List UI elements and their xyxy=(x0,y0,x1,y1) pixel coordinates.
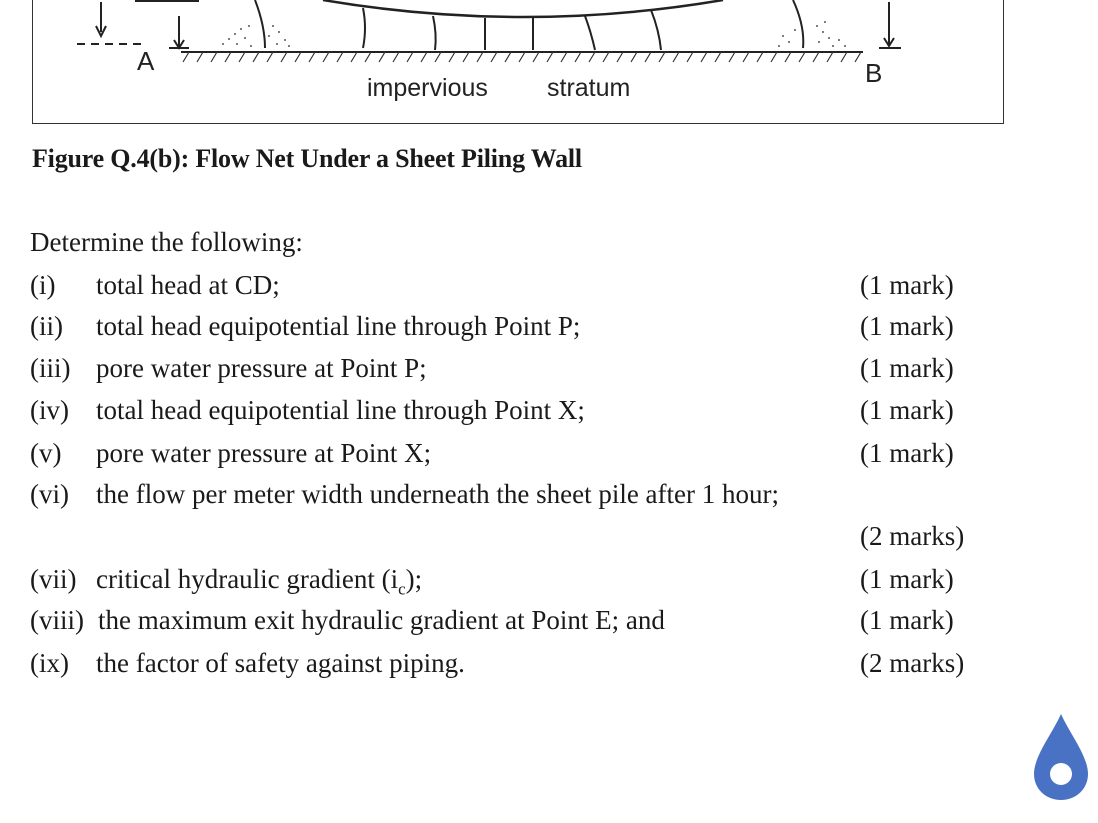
question-text: the flow per meter width underneath the sheet pile after 1 hour; xyxy=(96,479,780,509)
question-item xyxy=(30,479,990,515)
subscript-c: c xyxy=(398,579,406,599)
impervious-label: impervious xyxy=(367,74,488,102)
question-text-end: ); xyxy=(405,564,423,594)
figure-caption: Figure Q.4(b): Flow Net Under a Sheet Piling Wall xyxy=(32,144,582,173)
water-drop-icon[interactable] xyxy=(1032,712,1090,802)
question-text: pore water pressure at Point P; xyxy=(96,353,427,383)
question-number: (iii) xyxy=(30,353,71,383)
question-item xyxy=(30,605,990,641)
question-number: (ix) xyxy=(30,648,69,678)
question-mark: (1 mark) xyxy=(860,438,954,468)
question-text: total head equipotential line through Point X; xyxy=(96,395,585,425)
question-mark: (2 marks) xyxy=(860,521,965,551)
question-text: pore water pressure at Point X; xyxy=(96,438,432,468)
question-item xyxy=(30,564,990,600)
question-number: (iv) xyxy=(30,395,69,425)
flow-line xyxy=(323,0,723,17)
instructions-intro: Determine the following: xyxy=(30,227,303,257)
question-number: (ii) xyxy=(30,311,63,341)
question-text: total head equipotential line through Point P; xyxy=(96,311,581,341)
question-item xyxy=(30,353,990,389)
question-text: the maximum exit hydraulic gradient at Point E; and xyxy=(98,605,665,635)
question-text xyxy=(96,564,422,599)
question-item xyxy=(30,395,990,431)
question-item xyxy=(30,438,990,474)
equipotential-lines xyxy=(255,0,803,50)
question-mark: (1 mark) xyxy=(860,311,954,341)
flow-net-diagram xyxy=(33,0,1005,124)
question-item xyxy=(30,311,990,347)
flow-net-figure xyxy=(32,0,1004,124)
cropped-dim-text xyxy=(135,0,199,2)
water-drop-icon-svg xyxy=(1032,712,1090,802)
question-mark: (1 mark) xyxy=(860,395,954,425)
question-number: (i) xyxy=(30,270,56,300)
question-number: (vii) xyxy=(30,564,77,594)
question-item-continued xyxy=(30,521,990,557)
question-item xyxy=(30,648,990,684)
question-mark: (1 mark) xyxy=(860,270,954,300)
question-mark: (1 mark) xyxy=(860,353,954,383)
question-number: (viii) xyxy=(30,605,84,635)
question-text-main: critical hydraulic gradient (i xyxy=(96,564,399,594)
question-text: the factor of safety against piping. xyxy=(96,648,465,678)
question-number: (vi) xyxy=(30,479,69,509)
hatching xyxy=(183,52,861,62)
stratum-label: stratum xyxy=(547,74,631,102)
question-mark: (2 marks) xyxy=(860,648,965,678)
point-a-label: A xyxy=(137,46,155,76)
question-text: total head at CD; xyxy=(96,270,280,300)
question-mark: (1 mark) xyxy=(860,564,954,594)
question-item xyxy=(30,270,990,306)
question-number: (v) xyxy=(30,438,62,468)
question-mark: (1 mark) xyxy=(860,605,954,635)
point-b-label: B xyxy=(865,58,883,88)
